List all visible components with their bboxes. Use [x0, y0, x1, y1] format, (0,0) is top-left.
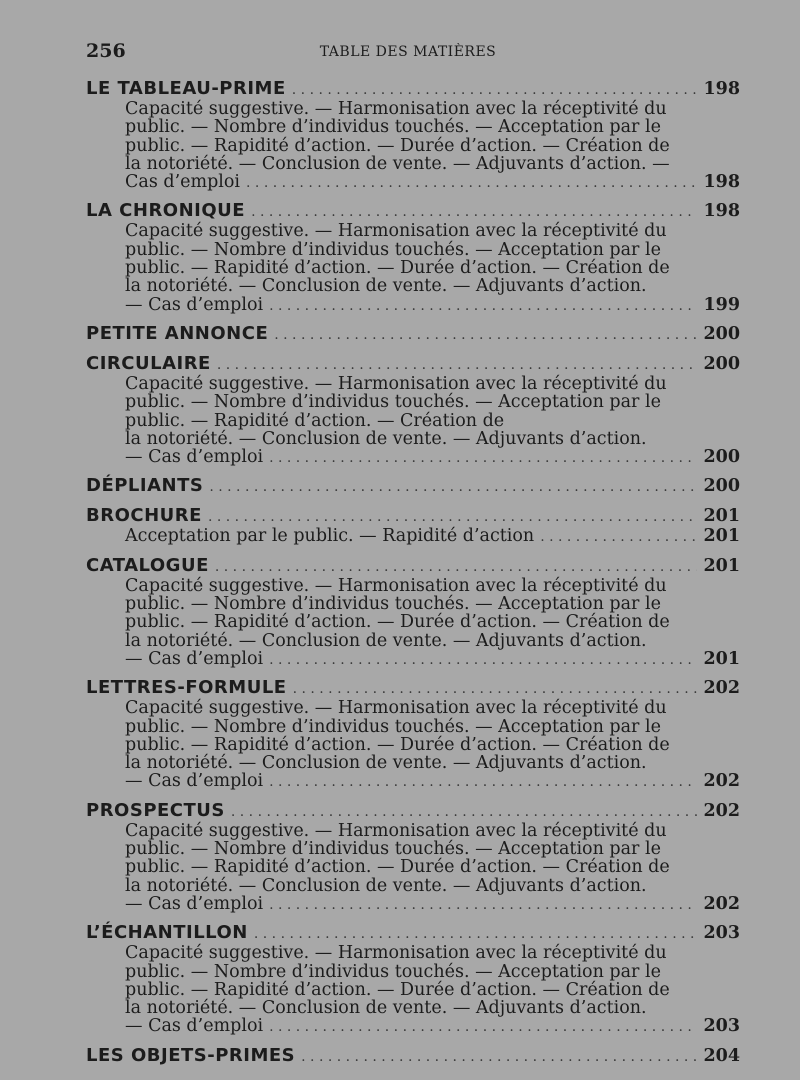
toc-subentry-line: Capacité suggestive. — Harmonisation avec la réceptivité du	[125, 943, 667, 964]
toc-entry-page: 200	[703, 323, 740, 344]
toc-entry	[86, 922, 740, 1036]
toc-subentry-line: public. — Nombre d’individus touchés. — Acceptation par le	[125, 961, 661, 982]
toc-entry	[86, 323, 740, 345]
toc-entry	[86, 677, 740, 791]
toc-entry-heading	[86, 1045, 740, 1067]
dot-leader	[269, 651, 697, 669]
page-number: 256	[86, 40, 126, 62]
toc-subentry-line: la notoriété. — Conclusion de vente. — Adjuvants d’action.	[125, 998, 647, 1019]
toc-subentry-line: public. — Nombre d’individus touchés. — Acceptation par le	[125, 117, 661, 138]
toc-entry-heading	[86, 505, 740, 527]
toc-entry	[86, 200, 740, 314]
toc-subentry-line: Capacité suggestive. — Harmonisation avec la réceptivité du	[125, 373, 667, 394]
toc-entry-title: DÉPLIANTS	[86, 475, 204, 497]
dot-leader	[540, 528, 697, 546]
toc-entry-page: 200	[703, 476, 740, 497]
toc-entry-title: LES OBJETS-PRIMES	[86, 1044, 296, 1066]
dot-leader	[269, 449, 697, 467]
toc-entry-title: BROCHURE	[86, 505, 202, 527]
toc-entry-title: LE TABLEAU-PRIME	[86, 78, 286, 99]
dot-leader	[254, 923, 698, 945]
dot-leader	[231, 801, 698, 823]
dot-leader	[215, 556, 698, 578]
toc-subentry-text: — Cas d’emploi	[125, 893, 264, 914]
dot-leader	[251, 201, 697, 223]
toc-subentry-line: public. — Nombre d’individus touchés. — Acceptation par le	[125, 239, 661, 260]
toc-subentry-line: la notoriété. — Conclusion de vente. — Adjuvants d’action. —	[125, 153, 670, 174]
toc-subentry-line: public. — Nombre d’individus touchés. — Acceptation par le	[125, 839, 661, 860]
toc-entry-heading	[86, 555, 740, 577]
toc-subentry-line: la notoriété. — Conclusion de vente. — Adjuvants d’action.	[125, 875, 647, 896]
toc-subentry-text: — Cas d’emploi	[125, 1016, 264, 1037]
toc-subentry-page: 200	[703, 447, 740, 468]
toc-subentry-line: public. — Nombre d’individus touchés. — Acceptation par le	[125, 392, 661, 413]
toc-entry-page: 202	[703, 800, 740, 821]
toc-entry-page: 204	[703, 1045, 740, 1066]
toc-entry-title: PROSPECTUS	[86, 799, 225, 821]
dot-leader	[301, 1046, 697, 1068]
toc-entry-page: 201	[703, 555, 740, 576]
toc-subentry-line: public. — Rapidité d’action. — Durée d’action. — Création de	[125, 979, 670, 1000]
toc-subentry-line: Capacité suggestive. — Harmonisation avec la réceptivité du	[125, 575, 667, 596]
toc-subentry-last-line	[86, 296, 740, 315]
dot-leader	[292, 79, 698, 101]
toc-entry-page: 200	[703, 353, 740, 374]
toc-subentry-line: public. — Nombre d’individus touchés. — Acceptation par le	[125, 594, 661, 615]
toc-subentry-text: — Cas d’emploi	[125, 771, 264, 792]
toc-entry-heading	[86, 677, 740, 699]
toc-entry-title: CIRCULAIRE	[86, 352, 211, 374]
dot-leader	[209, 476, 697, 498]
toc-entry-heading	[86, 200, 740, 222]
toc-entry-title: LETTRES-FORMULE	[86, 677, 287, 699]
toc-entry	[86, 78, 740, 192]
toc-entry-title: LA CHRONIQUE	[86, 200, 246, 222]
toc-subentry-page: 201	[703, 526, 740, 547]
toc-subentry-line: Capacité suggestive. — Harmonisation avec la réceptivité du	[125, 820, 667, 841]
dot-leader	[269, 896, 697, 914]
toc-subentry-text: — Cas d’emploi	[125, 648, 264, 669]
dot-leader	[217, 354, 698, 376]
toc-entry-title: L’ÉCHANTILLON	[86, 922, 248, 944]
toc-subentry-last-line	[86, 448, 740, 467]
dot-leader	[274, 324, 697, 346]
toc-subentry-text: — Cas d’emploi	[125, 294, 264, 315]
toc-subentry-line: public. — Rapidité d’action. — Durée d’action. — Création de	[125, 612, 670, 633]
toc-subentry-page: 203	[703, 1016, 740, 1037]
toc-subentry-line: Capacité suggestive. — Harmonisation avec la réceptivité du	[125, 698, 667, 719]
toc-entry-page: 202	[703, 678, 740, 699]
toc-subentry-line: public. — Rapidité d’action. — Durée d’action. — Création de	[125, 857, 670, 878]
toc-entry-heading	[86, 78, 740, 100]
toc-subentry-text: — Cas d’emploi	[125, 447, 264, 468]
toc-entry-heading	[86, 323, 740, 345]
table-of-contents	[86, 78, 740, 1075]
dot-leader	[269, 773, 697, 791]
toc-subentry-line: la notoriété. — Conclusion de vente. — Adjuvants d’action.	[125, 630, 647, 651]
toc-entry	[86, 353, 740, 467]
toc-subentry-text: Cas d’emploi	[125, 172, 241, 193]
toc-entry-heading	[86, 922, 740, 944]
toc-subentry-last-line	[86, 527, 740, 546]
toc-subentry-last-line	[86, 650, 740, 669]
toc-subentry-line: la notoriété. — Conclusion de vente. — Adjuvants d’action.	[125, 428, 647, 449]
dot-leader	[293, 678, 698, 700]
dot-leader	[269, 1018, 697, 1036]
toc-entry-title: PETITE ANNONCE	[86, 322, 269, 344]
toc-entry-page: 203	[703, 923, 740, 944]
toc-subentry-line: public. — Rapidité d’action. — Durée d’action. — Création de	[125, 734, 670, 755]
dot-leader	[269, 297, 697, 315]
toc-entry-heading	[86, 475, 740, 497]
page-header	[86, 40, 730, 66]
toc-subentry-text: Acceptation par le public. — Rapidité d’action	[125, 526, 535, 547]
toc-subentry-line: la notoriété. — Conclusion de vente. — Adjuvants d’action.	[125, 753, 647, 774]
toc-subentry-last-line	[86, 1017, 740, 1036]
toc-subentry-last-line	[86, 772, 740, 791]
toc-subentry-line: public. — Rapidité d’action. — Création de	[125, 410, 505, 431]
toc-subentry-line: public. — Rapidité d’action. — Durée d’action. — Création de	[125, 135, 670, 156]
toc-subentry-page: 201	[703, 648, 740, 669]
toc-subentry-page: 202	[703, 771, 740, 792]
toc-entry-page: 198	[703, 79, 740, 99]
toc-entry	[86, 800, 740, 914]
toc-subentry-page: 198	[703, 172, 740, 193]
toc-entry-heading	[86, 800, 740, 822]
toc-subentry-page: 202	[703, 893, 740, 914]
toc-entry-page: 198	[703, 201, 740, 222]
toc-subentry-line: Capacité suggestive. — Harmonisation avec la réceptivité du	[125, 221, 667, 242]
toc-entry	[86, 555, 740, 669]
toc-entry	[86, 1045, 740, 1067]
dot-leader	[208, 506, 698, 528]
toc-subentry-line: public. — Rapidité d’action. — Durée d’action. — Création de	[125, 258, 670, 279]
toc-entry	[86, 505, 740, 546]
toc-subentry-last-line	[86, 173, 740, 192]
toc-subentry-line: la notoriété. — Conclusion de vente. — Adjuvants d’action.	[125, 276, 647, 297]
toc-entry	[86, 475, 740, 497]
toc-subentry-last-line	[86, 895, 740, 914]
running-title: TABLE DES MATIÈRES	[319, 44, 497, 60]
toc-entry-title: CATALOGUE	[86, 554, 209, 576]
toc-subentry-page: 199	[703, 294, 740, 315]
toc-entry-page: 201	[703, 506, 740, 527]
toc-subentry-line: public. — Nombre d’individus touchés. — Acceptation par le	[125, 716, 661, 737]
toc-entry-heading	[86, 353, 740, 375]
dot-leader	[246, 174, 697, 192]
toc-subentry-line: Capacité suggestive. — Harmonisation avec la réceptivité du	[125, 99, 667, 119]
